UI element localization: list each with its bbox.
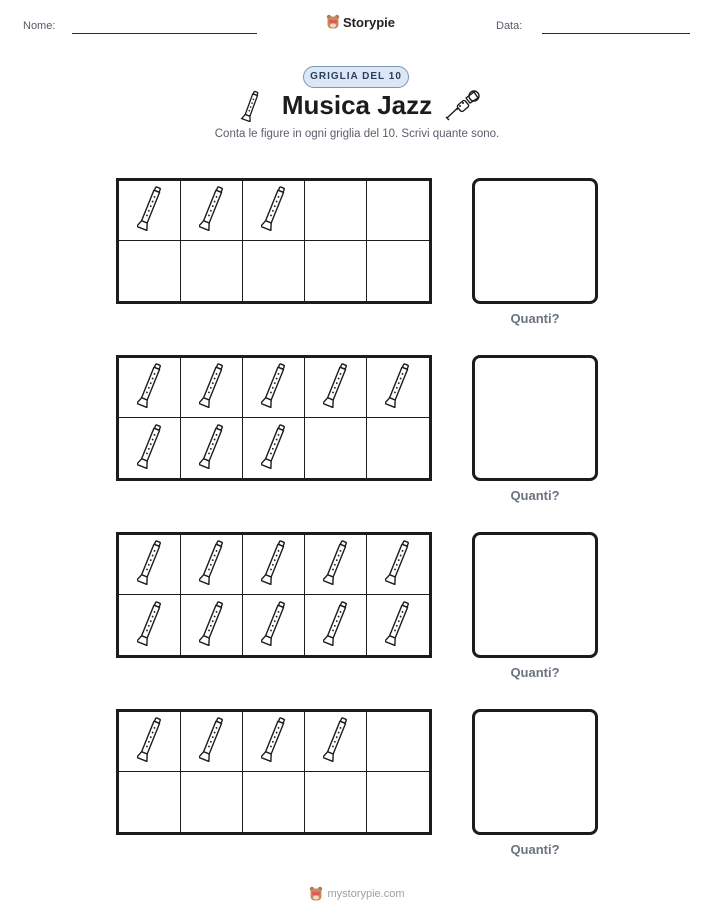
clarinet-icon [137,600,163,651]
answer-box[interactable] [472,709,598,835]
answer-box[interactable] [472,355,598,481]
ten-frame-cell [305,772,367,832]
clarinet-icon [385,362,411,413]
answer-label: Quanti? [510,665,560,680]
ten-frame-cell [181,535,243,595]
ten-frame-cell [243,418,305,478]
ten-frame-cell [305,241,367,301]
ten-frame-cell [305,181,367,241]
footer-url: mystorypie.com [327,888,405,900]
ten-frame-cell [119,358,181,418]
answer-box[interactable] [472,532,598,658]
ten-frame [116,532,432,658]
clarinet-icon [137,423,163,474]
clarinet-icon [323,539,349,590]
trumpet-icon [444,90,480,124]
name-label: Nome: [23,20,56,32]
worksheet-type-badge: GRIGLIA DEL 10 [303,66,409,88]
ten-frame-cell [181,595,243,655]
clarinet-icon [261,362,287,413]
clarinet-icon [199,716,225,767]
clarinet-icon [261,423,287,474]
ten-frame-cell [243,595,305,655]
ten-frame-cell [243,358,305,418]
page-title: Musica Jazz [281,90,433,120]
clarinet-icon [261,716,287,767]
answer-label: Quanti? [510,311,560,326]
answer-label: Quanti? [510,488,560,503]
bear-logo-icon [326,14,340,30]
clarinet-icon [137,362,163,413]
ten-frame-cell [181,418,243,478]
ten-frame-cell [181,712,243,772]
clarinet-icon [199,600,225,651]
ten-frame-cell [119,595,181,655]
clarinet-icon [261,185,287,236]
clarinet-icon [385,600,411,651]
clarinet-icon [261,539,287,590]
ten-frame-cell [119,712,181,772]
ten-frame-cell [367,595,429,655]
clarinet-icon [323,716,349,767]
clarinet-icon [323,362,349,413]
ten-frame [116,709,432,835]
ten-frame-cell [367,181,429,241]
clarinet-icon [137,185,163,236]
clarinet-icon [137,716,163,767]
ten-frame-cell [243,241,305,301]
ten-frame-cell [119,241,181,301]
ten-frame-cell [119,181,181,241]
ten-frame-cell [367,712,429,772]
ten-frame-cell [367,358,429,418]
ten-frame-cell [243,772,305,832]
ten-frame-cell [243,535,305,595]
date-field[interactable] [542,33,690,34]
ten-frame-cell [119,535,181,595]
brand-name: Storypie [343,14,396,30]
footer [0,886,714,902]
clarinet-icon [199,185,225,236]
clarinet-icon [385,539,411,590]
ten-frame-cell [243,712,305,772]
ten-frame-cell [367,241,429,301]
instructions: Conta le figure in ogni griglia del 10. Scrivi quante sono. [214,128,500,140]
ten-frame-cell [305,595,367,655]
ten-frame-cell [305,358,367,418]
ten-frame-cell [305,712,367,772]
brand-logo [326,14,395,30]
ten-frame [116,355,432,481]
ten-frame-cell [367,772,429,832]
ten-frame-cell [181,772,243,832]
date-label: Data: [496,20,523,32]
ten-frame-cell [181,358,243,418]
bear-logo-icon [309,886,323,902]
clarinet-icon [199,362,225,413]
clarinet-icon [137,539,163,590]
clarinet-icon [261,600,287,651]
clarinet-icon [199,423,225,474]
clarinet-icon [199,539,225,590]
answer-box[interactable] [472,178,598,304]
ten-frame-cell [181,241,243,301]
ten-frame [116,178,432,304]
ten-frame-cell [243,181,305,241]
clarinet-icon [323,600,349,651]
ten-frame-cell [181,181,243,241]
ten-frame-cell [367,535,429,595]
ten-frame-cell [119,772,181,832]
ten-frame-cell [305,535,367,595]
ten-frame-cell [305,418,367,478]
ten-frame-cell [367,418,429,478]
ten-frame-cell [119,418,181,478]
name-field[interactable] [72,33,257,34]
answer-label: Quanti? [510,842,560,857]
